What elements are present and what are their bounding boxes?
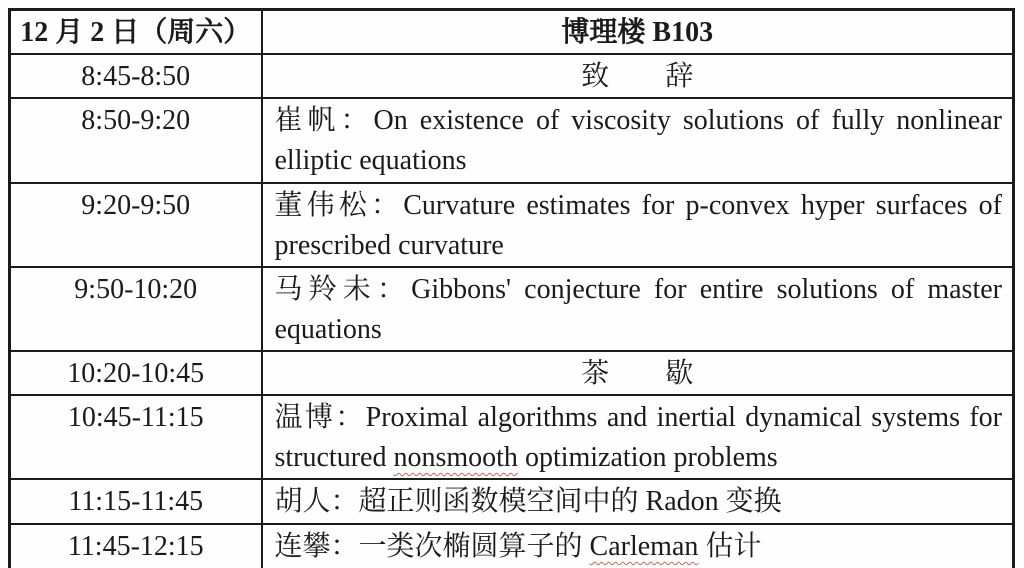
talk-title: 超正则函数模空间中的 Radon 变换	[358, 486, 782, 517]
talk-title-cont: optimization problems	[517, 442, 778, 473]
talk-title: Proximal algorithms and inertial dynamical systems for structured	[274, 402, 1002, 473]
event-label: 茶 歇	[262, 351, 1014, 395]
time-cell: 8:50-9:20	[10, 98, 262, 183]
talk-cell	[262, 98, 1014, 183]
talk-title-cont: 估计	[698, 531, 762, 562]
table-row-talk-5	[10, 479, 1014, 524]
speaker-name: 连攀：	[274, 531, 359, 562]
table-row-talk-3	[10, 267, 1014, 351]
time-cell: 9:20-9:50	[10, 183, 262, 267]
talk-cell	[262, 267, 1014, 351]
table-row-talk-6	[10, 524, 1014, 568]
speaker-name: 崔帆：	[274, 105, 374, 136]
speaker-name: 马羚未：	[274, 274, 412, 305]
talk-title: On existence of viscosity solutions of fully nonlinear elliptic equations	[274, 105, 1002, 176]
talk-title: Curvature estimates for p-convex hyper surfaces of prescribed curvature	[274, 190, 1002, 261]
talk-cell	[262, 183, 1014, 267]
spellcheck-word: nonsmooth	[393, 442, 518, 473]
venue-header: 博理楼 B103	[262, 10, 1014, 55]
schedule-table	[8, 8, 1015, 568]
talk-title: 一类次椭圆算子的	[358, 531, 590, 562]
time-cell: 11:15-11:45	[10, 479, 262, 524]
time-cell: 9:50-10:20	[10, 267, 262, 351]
time-cell: 10:45-11:15	[10, 395, 262, 479]
time-cell: 10:20-10:45	[10, 351, 262, 395]
speaker-name: 温博：	[274, 402, 366, 433]
table-row-talk-1	[10, 98, 1014, 183]
time-cell: 8:45-8:50	[10, 54, 262, 98]
speaker-name: 董伟松：	[274, 190, 404, 221]
talk-cell	[262, 479, 1014, 524]
time-cell: 11:45-12:15	[10, 524, 262, 568]
table-row-talk-2	[10, 183, 1014, 267]
talk-title: Gibbons' conjecture for entire solutions of master equations	[274, 274, 1002, 345]
talk-cell	[262, 395, 1014, 479]
table-row-tea-break	[10, 351, 1014, 395]
spellcheck-word: Carleman	[589, 531, 699, 562]
table-row-opening	[10, 54, 1014, 98]
table-row-talk-4	[10, 395, 1014, 479]
event-label: 致 辞	[262, 54, 1014, 98]
date-header: 12 月 2 日（周六）	[10, 10, 262, 55]
speaker-name: 胡人：	[274, 486, 359, 517]
talk-cell	[262, 524, 1014, 568]
table-header-row	[10, 10, 1014, 55]
